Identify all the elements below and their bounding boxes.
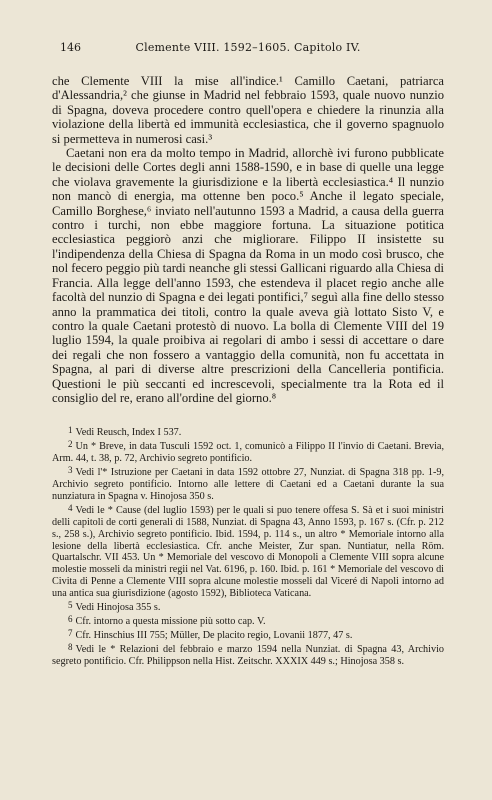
footnote-mark: 2 (68, 439, 73, 450)
footnote-text: Vedi l'* Istruzione per Caetani in data 1592 ottobre 27, Nunziat. di Spagna 318 pp. 1-9, Archivio segreto pontificio. Intorno alle lettere di Caetani ed a Caetani durante la sua nunziatura in Spagna v. Hinojosa 350 s. (52, 467, 444, 502)
footnote-mark: 8 (68, 641, 73, 652)
paragraph: che Clemente VIII la mise all'indice.¹ Camillo Caetani, patriarca d'Alessandria,² che giunse in Madrid nel febbraio 1593, quale nuovo nunzio di Spagna, doveva procedere contro quell'opera e chiedere la rinunzia alla violazione della libertà ed immunità ecclesiastica, che il governo spagnuolo si permetteva in numerosi casi.³ (52, 74, 444, 146)
page-number: 146 (60, 41, 81, 54)
footnote-mark: 4 (68, 502, 73, 513)
footnote (52, 600, 444, 614)
footnote-text: Vedi le * Relazioni del febbraio e marzo 1594 nella Nunziat. di Spagna 43, Archivio segreto pontificio. Cfr. Philippson nella Hist. Zeitschr. XXXIX 449 s.; Hinojosa 358 s. (52, 643, 444, 667)
footnote (52, 642, 444, 668)
footnotes (52, 425, 444, 667)
footnote-text: Vedi Reusch, Index I 537. (75, 427, 182, 439)
footnote-mark: 6 (68, 613, 73, 624)
running-title: Clemente VIII. 1592–1605. Capitolo IV. (135, 41, 361, 54)
footnote-text: Cfr. Hinschius III 755; Müller, De placito regio, Lovanii 1877, 47 s. (75, 629, 353, 641)
main-text (52, 74, 444, 405)
paragraph: Caetani non era da molto tempo in Madrid, allorchè ivi furono pubblicate le decisioni delle Cortes degli anni 1588-1590, e in base di quelle una legge che violava gravemente la giurisdizione e la libertà ecclesiastica.⁴ Il nunzio non mancò di energia, ma ottenne ben poco.⁵ Anche il legato speciale, Camillo Borghese,⁶ inviato nell'autunno 1593 a Madrid, a causa della guerra contro i turchi, non ebbe maggiore fortuna. La situazione potitica ecclesiastica peggiorò anzi che migliorare. Filippo II insistette su l'indipendenza della Chiesa di Spagna da Roma in un modo così brusco, che nol fecero peggio più tardi neanche gli stessi Gallicani riguardo alla Chiesa di Francia. Alla legge dell'anno 1593, che estendeva il placet regio anche alle facoltà del nunzio di Spagna e dei legati pontifici,⁷ seguì alla fine dello stesso anno la prammatica dei titoli, contro la quale aveva già lottato Sisto V, e contro la quale Caetani protestò di nuovo. La bolla di Clemente VIII del 19 luglio 1594, la quale proibiva ai regolari di ambo i sessi di accettare o dare dei regali che non fossero a vantaggio della comunità, non fu accettata in Spagna, al pari di diverse altre prescrizioni della Cancelleria pontificia. Questioni le più seccanti ed increscevoli, specialmente tra la Rota ed il consiglio del re, erano all'ordine del giorno.⁸ (52, 146, 444, 405)
running-head (52, 40, 444, 56)
footnote-text: Cfr. intorno a questa missione più sotto cap. V. (75, 615, 266, 627)
footnote (52, 503, 444, 600)
footnote (52, 628, 444, 642)
footnote (52, 614, 444, 628)
footnote-mark: 5 (68, 600, 73, 611)
footnote-mark: 7 (68, 627, 73, 638)
footnote-text: Vedi Hinojosa 355 s. (75, 602, 161, 614)
footnote-mark: 3 (68, 465, 73, 476)
footnote (52, 465, 444, 503)
footnote-mark: 1 (68, 425, 73, 436)
footnote-text: Vedi le * Cause (del luglio 1593) per le quali si puo tenere offesa S. Sà et i suoi ministri delli capitoli de corti generali di 1588, Nunziat. di Spagna 43, Anno 1593, p. 167 s. (Cfr. p. 212 s., 258 s.), Archivio segreto pontificio. Ibid. 1594, p. 114 s., un altro * Memoriale intorno alla lesione della libertà ecclesiastica. Cfr. anche Meister, Zur span. Nuntiatur, nella Röm. Quartalschr. VII 453. Un * Memoriale del vescovo di Monopoli a Clemente VIII sopra alcune molestie mosseli da ministri regii nel Vat. 6196, p. 160. Ibid. p. 161 * Memoriale del vescovo di Civita di Penne a Clemente VIII sopra alcune molestie mosseli dal Viceré di Napoli intorno ad una antica sua giurisdizione (agosto 1592), Biblioteca Vaticana. (52, 504, 444, 600)
footnote (52, 439, 444, 465)
footnote (52, 425, 444, 439)
footnote-text: Un * Breve, in data Tusculi 1592 oct. 1, comunicò a Filippo II l'invio di Caetani. Brevia, Arm. 44, t. 38, p. 72, Archivio segreto pontificio. (52, 441, 444, 465)
